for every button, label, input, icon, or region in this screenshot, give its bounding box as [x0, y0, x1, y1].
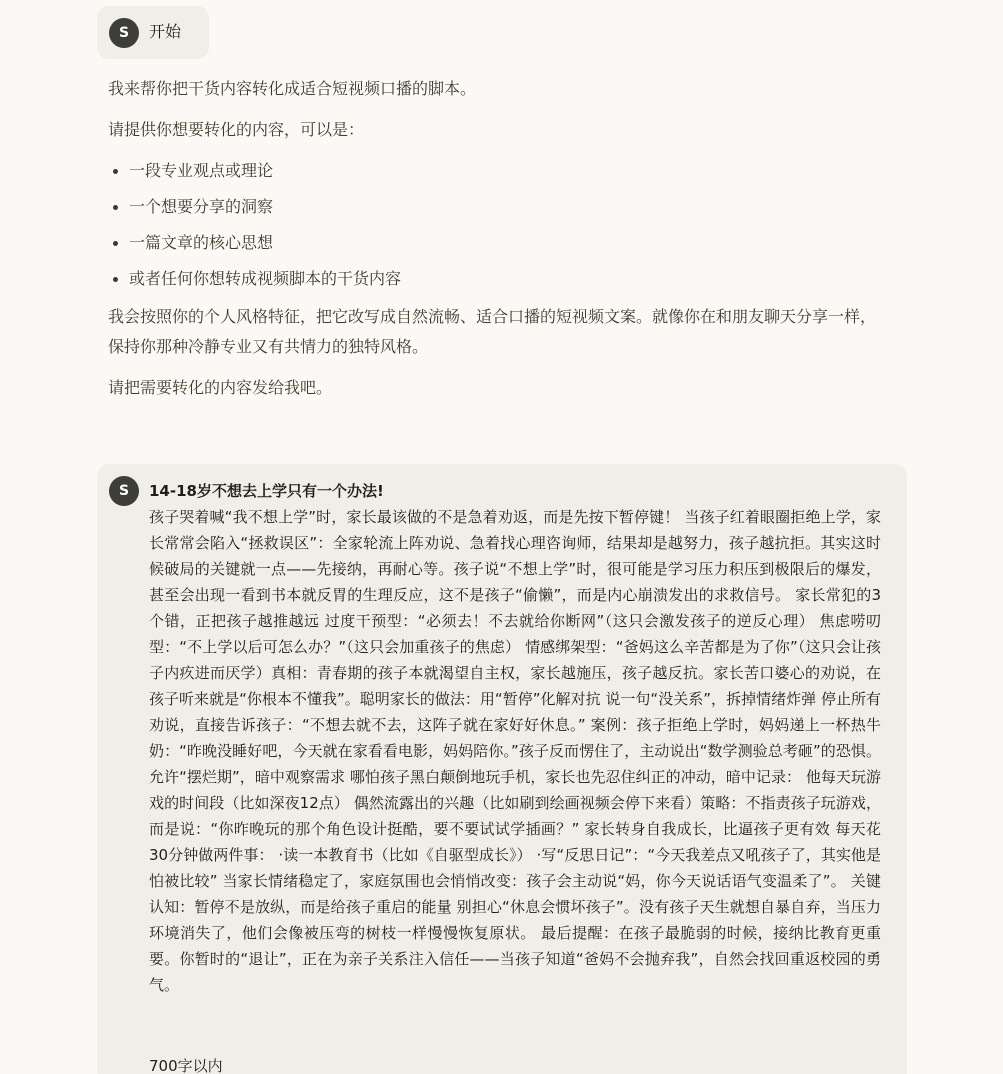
- list-item: [108, 192, 878, 222]
- list-item-text: 一篇文章的核心思想: [129, 233, 274, 252]
- message-title: 14-18岁不想去上学只有一个办法!: [149, 482, 384, 500]
- reply-paragraph-4: 请把需要转化的内容发给我吧。: [108, 378, 333, 397]
- message-word-limit: 700字以内: [149, 1057, 223, 1074]
- user-message-1: [97, 6, 209, 59]
- reply-paragraph-3: 我会按照你的个人风格特征，把它改写成自然流畅、适合口播的短视频文案。就像你在和朋友聊天分享一样，保持你那种冷静专业又有共情力的独特风格。: [108, 307, 877, 356]
- list-item-text: 一段专业观点或理论: [129, 161, 274, 180]
- list-item-text: 或者任何你想转成视频脚本的干货内容: [129, 269, 402, 288]
- reply-paragraph-2: 请提供你想要转化的内容，可以是：: [108, 120, 365, 139]
- user-message-2: [97, 464, 907, 1074]
- list-item-text: 一个想要分享的洞察: [129, 197, 274, 216]
- list-item: [108, 264, 878, 294]
- user-avatar[interactable]: S: [109, 18, 139, 48]
- message-body: 孩子哭着喊“我不想上学”时，家长最该做的不是急着劝返，而是先按下暂停键！ 当孩子红着眼圈拒绝上学，家长常常会陷入“拯救误区”：全家轮流上阵劝说、急着找心理咨询师，结果却是越努力，孩子越抗拒。其实这时候破局的关键就一点——先接纳，再耐心等。孩子说“不想上学”时，很可能是学习压力积压到极限后的爆发，甚至会出现一看到书本就反胃的生理反应，这不是孩子“偷懒”，而是内心崩溃发出的求救信号。 家长常犯的3个错，正把孩子越推越远 过度干预型：“必须去！不去就给你断网”（这只会激发孩子的逆反心理） 焦虑唠叨型：“不上学以后可怎么办？”（这只会加重孩子的焦虑） 情感绑架型：“爸妈这么辛苦都是为了你”（这只会让孩子内疚进而厌学）真相：青春期的孩子本就渴望自主权，家长越施压，孩子越反抗。家长苦口婆心的劝说，在孩子听来就是“你根本不懂我”。聪明家长的做法：用“暂停”化解对抗 说一句“没关系”，拆掉情绪炸弹 停止所有劝说，直接告诉孩子：“不想去就不去，这阵子就在家好好休息。” 案例：孩子拒绝上学时，妈妈递上一杯热牛奶：“昨晚没睡好吧，今天就在家看看电影，妈妈陪你。”孩子反而愣住了，主动说出“数学测验总考砸”的恐惧。 允许“摆烂期”，暗中观察需求 哪怕孩子黑白颠倒地玩手机，家长也先忍住纠正的冲动，暗中记录： 他每天玩游戏的时间段（比如深夜12点） 偶然流露出的兴趣（比如刷到绘画视频会停下来看）策略：不指责孩子玩游戏，而是说：“你昨晚玩的那个角色设计挺酷，要不要试试学插画？” 家长转身自我成长，比逼孩子更有效 每天花30分钟做两件事： ·读一本教育书（比如《自驱型成长》） ·写“反思日记”：“今天我差点又吼孩子了，其实他是怕被比较” 当家长情绪稳定了，家庭氛围也会悄悄改变：孩子会主动说“妈，你今天说话语气变温柔了”。 关键认知：暂停不是放纵，而是给孩子重启的能量 别担心“休息会惯坏孩子”。没有孩子天生就想自暴自弃，当压力环境消失了，他们会像被压弯的树枝一样慢慢恢复原状。 最后提醒：在孩子最脆弱的时候，接纳比教育更重要。你暂时的“退让”，正在为亲子关系注入信任——当孩子知道“爸妈不会抛弃我”，自然会找回重返校园的勇气。: [149, 508, 881, 994]
- list-item: [108, 156, 878, 186]
- reply-bullet-list: [108, 156, 878, 294]
- user-message-text: 开始: [149, 22, 182, 41]
- bullet-icon: [113, 205, 118, 210]
- assistant-reply: [108, 74, 878, 414]
- list-item: [108, 228, 878, 258]
- bullet-icon: [113, 169, 118, 174]
- user-avatar[interactable]: S: [109, 476, 139, 506]
- bullet-icon: [113, 241, 118, 246]
- reply-paragraph-1: 我来帮你把干货内容转化成适合短视频口播的脚本。: [108, 79, 477, 98]
- bullet-icon: [113, 277, 118, 282]
